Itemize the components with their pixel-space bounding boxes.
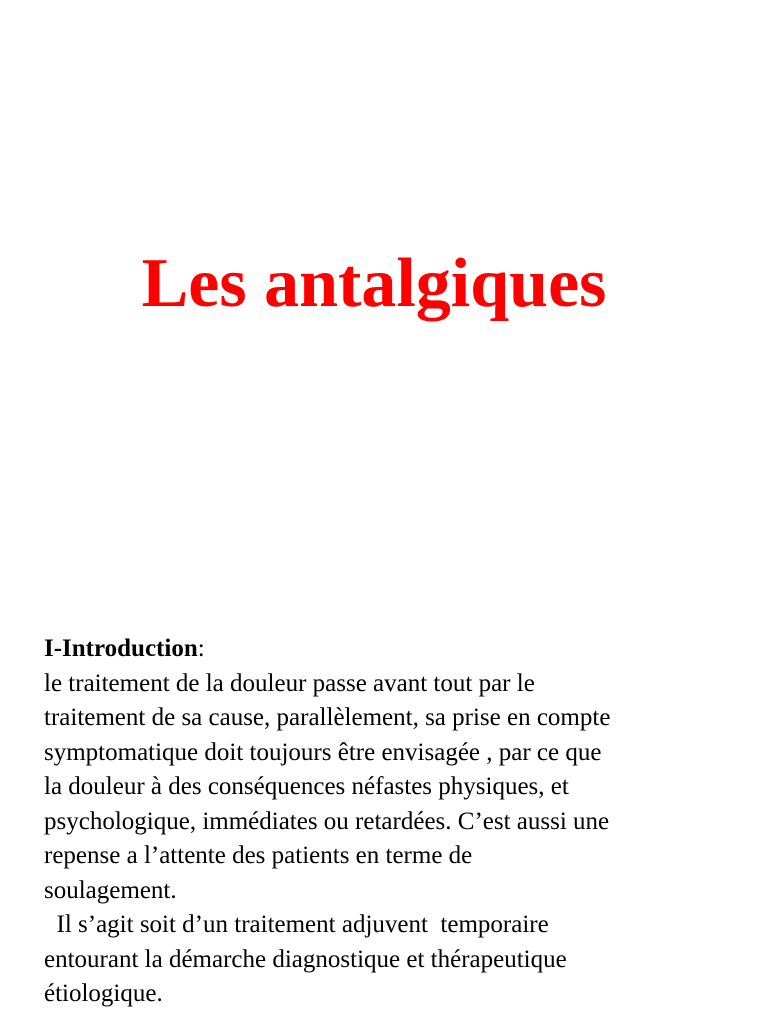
section-heading-line — [44, 632, 744, 667]
paragraph-line: entourant la démarche diagnostique et thérapeutique — [44, 945, 567, 973]
paragraph-line: Il s’agit soit d’un traitement adjuvent temporaire — [44, 911, 549, 938]
paragraph-line: psychologique, immédiates ou retardées. C’est aussi une — [44, 807, 610, 835]
intro-section — [44, 632, 744, 1012]
paragraph-line: le traitement de la douleur passe avant tout par le — [44, 669, 535, 697]
paragraph-line: repense a l’attente des patients en terme de — [44, 842, 473, 869]
page-title: Les antalgiques — [141, 245, 607, 322]
paragraph-line: soulagement. — [44, 876, 177, 904]
paragraph-line: traitement de sa cause, parallèlement, sa prise en compte — [44, 704, 611, 731]
section-heading: I-Introduction — [44, 635, 198, 662]
paragraph-line: symptomatique doit toujours être envisagée , par ce que — [44, 738, 602, 766]
paragraph-line: la douleur à des conséquences néfastes physiques, et — [44, 773, 569, 800]
paragraph-line: étiologique. — [44, 980, 163, 1007]
section-heading-colon: : — [197, 635, 205, 662]
